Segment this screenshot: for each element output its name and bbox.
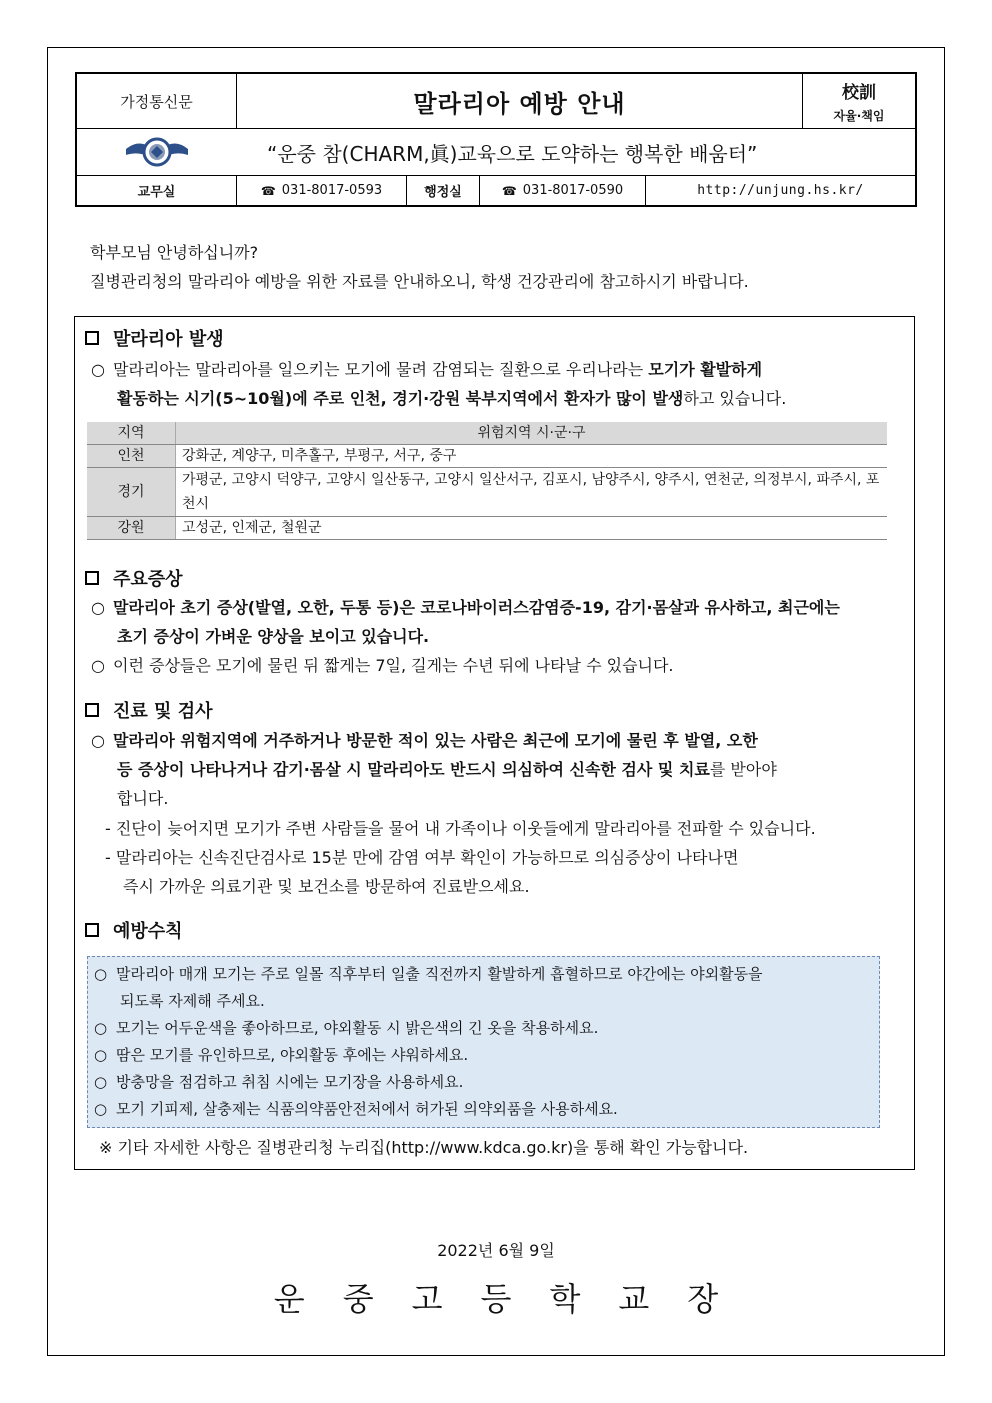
- text-span: 합니다.: [117, 789, 169, 808]
- table-header-row: [87, 422, 887, 445]
- checkbox-square-icon: [85, 331, 99, 345]
- newsletter-label: 가정통신문: [77, 74, 237, 128]
- circle-bullet-icon: ○: [94, 1100, 108, 1118]
- table-row: [87, 445, 887, 468]
- region-cell: 인천: [87, 445, 176, 468]
- text-span: 모기 기피제, 살충제는 식품의약품안전처에서 허가된 의약외품을 사용하세요.: [116, 1100, 618, 1118]
- prevention-box: [87, 956, 880, 1128]
- diagnosis-subpoint: - 말라리아는 신속진단검사로 15분 만에 감염 여부 확인이 가능하므로 의심증상이 나타나면: [105, 848, 739, 867]
- areas-cell: 가평군, 고양시 덕양구, 고양시 일산동구, 고양시 일산서구, 김포시, 남양주시, 양주시, 연천군, 의정부시, 파주시, 포천시: [176, 468, 888, 517]
- page-title: 말라리아 예방 안내: [237, 74, 803, 128]
- motto-heading: 校訓: [842, 83, 876, 103]
- region-cell: 강원: [87, 517, 176, 540]
- risk-area-table: [87, 422, 887, 540]
- office-label-academic: 교무실: [77, 176, 237, 205]
- letterhead: [75, 72, 917, 207]
- circle-bullet-icon: ○: [91, 656, 105, 675]
- text-span: 이런 증상들은 모기에 물린 뒤 짧게는 7일, 길게는 수년 뒤에 나타날 수 있습니다.: [113, 656, 674, 675]
- table-row: [87, 517, 887, 540]
- prevention-item-continued: 되도록 자제해 주세요.: [120, 992, 265, 1010]
- content-box: [74, 316, 915, 1170]
- phone-academic: [237, 176, 407, 205]
- emphasis-text: 등 증상이 나타나거나 감기·몸살 시 말라리아도 반드시 의심하여 신속한 검사 및 치료: [117, 760, 710, 779]
- section-title-prevention: [85, 917, 183, 943]
- section-title-text: 주요증상: [113, 569, 183, 590]
- diagnosis-subpoint: 즉시 가까운 의료기관 및 보건소를 방문하여 진료받으세요.: [123, 877, 530, 896]
- checkbox-square-icon: [85, 703, 99, 717]
- section-title-text: 진료 및 검사: [113, 701, 213, 722]
- circle-bullet-icon: ○: [94, 965, 108, 983]
- phone-icon: ☎: [260, 183, 276, 198]
- section-title-symptoms: [85, 565, 183, 591]
- circle-bullet-icon: ○: [91, 598, 105, 617]
- circle-bullet-icon: ○: [94, 1019, 108, 1037]
- prevention-item: [94, 961, 763, 988]
- areas-cell: 고성군, 인제군, 철원군: [176, 517, 888, 540]
- signature: 운중고등학교장: [273, 1280, 757, 1318]
- section-title-text: 예방수칙: [113, 921, 183, 942]
- emphasis-text: 활동하는 시기(5~10월)에 주로 인천, 경기·강원 북부지역에서 환자가 많이 발생: [117, 389, 684, 408]
- circle-bullet-icon: ○: [91, 731, 105, 750]
- motto-text: 자율·책임: [833, 109, 885, 123]
- office-label-admin: 행정실: [407, 176, 480, 205]
- phone-admin: [480, 176, 646, 205]
- school-slogan: “운중 참(CHARM,眞)교육으로 도약하는 행복한 배움터”: [267, 141, 758, 166]
- emphasis-text: 모기가 활발하게: [648, 360, 763, 379]
- diagnosis-paragraph: [91, 726, 904, 813]
- prevention-item: [94, 1015, 598, 1042]
- table-header-cell: 지역: [87, 422, 176, 445]
- section-title-text: 말라리아 발생: [113, 329, 224, 350]
- greeting-line: 질병관리청의 말라리아 예방을 위한 자료를 안내하오니, 학생 건강관리에 참고하시기 바랍니다.: [90, 272, 749, 291]
- prevention-item: [94, 1069, 463, 1096]
- prevention-item: [94, 1096, 618, 1123]
- occurrence-paragraph: [91, 355, 904, 413]
- school-emblem-icon: [124, 135, 190, 169]
- text-span: 하고 있습니다.: [683, 389, 787, 408]
- phone-number: 031-8017-0593: [281, 183, 383, 198]
- symptoms-paragraph: [91, 593, 904, 680]
- table-row: [87, 468, 887, 517]
- circle-bullet-icon: ○: [91, 360, 105, 379]
- school-motto: [803, 74, 915, 128]
- section-title-occurrence: [85, 325, 224, 351]
- checkbox-square-icon: [85, 923, 99, 937]
- greeting-line: 학부모님 안녕하십니까?: [90, 243, 259, 262]
- text-span: 를 받아야: [709, 760, 777, 779]
- circle-bullet-icon: ○: [94, 1046, 108, 1064]
- school-logo: [77, 129, 237, 175]
- emphasis-text: 초기 증상이 가벼운 양상을 보이고 있습니다.: [117, 627, 430, 646]
- reference-note: ※ 기타 자세한 사항은 질병관리청 누리집(http://www.kdca.go.kr)을 통해 확인 가능합니다.: [99, 1138, 749, 1157]
- text-span: 말라리아 매개 모기는 주로 일몰 직후부터 일출 직전까지 활발하게 흡혈하므로 야간에는 야외활동을: [116, 965, 763, 983]
- text-span: 땀은 모기를 유인하므로, 야외활동 후에는 샤워하세요.: [116, 1046, 469, 1064]
- areas-cell: 강화군, 계양구, 미추홀구, 부평구, 서구, 중구: [176, 445, 888, 468]
- emphasis-text: 말라리아 초기 증상(발열, 오한, 두통 등)은 코로나바이러스감염증-19, 감기·몸살과 유사하고, 최근에는: [113, 598, 840, 617]
- school-url-link[interactable]: http://unjung.hs.kr/: [697, 183, 864, 198]
- text-span: 말라리아는 말라리아를 일으키는 모기에 물려 감염되는 질환으로 우리나라는: [113, 360, 649, 379]
- emphasis-text: 말라리아 위험지역에 거주하거나 방문한 적이 있는 사람은 최근에 모기에 물린 후 발열, 오한: [113, 731, 758, 750]
- checkbox-square-icon: [85, 571, 99, 585]
- text-span: 방충망을 점검하고 취침 시에는 모기장을 사용하세요.: [116, 1073, 464, 1091]
- phone-number: 031-8017-0590: [522, 183, 624, 198]
- table-header-cell: 위험지역 시·군·구: [176, 422, 888, 445]
- diagnosis-subpoint: - 진단이 늦어지면 모기가 주변 사람들을 물어 내 가족이나 이웃들에게 말라리아를 전파할 수 있습니다.: [105, 819, 816, 838]
- phone-icon: ☎: [501, 183, 517, 198]
- section-title-diagnosis: [85, 697, 212, 723]
- issue-date: 2022년 6월 9일: [437, 1241, 555, 1260]
- region-cell: 경기: [87, 468, 176, 517]
- prevention-item: [94, 1042, 468, 1069]
- greeting: [90, 238, 749, 296]
- circle-bullet-icon: ○: [94, 1073, 108, 1091]
- text-span: 모기는 어두운색을 좋아하므로, 야외활동 시 밝은색의 긴 옷을 착용하세요.: [116, 1019, 599, 1037]
